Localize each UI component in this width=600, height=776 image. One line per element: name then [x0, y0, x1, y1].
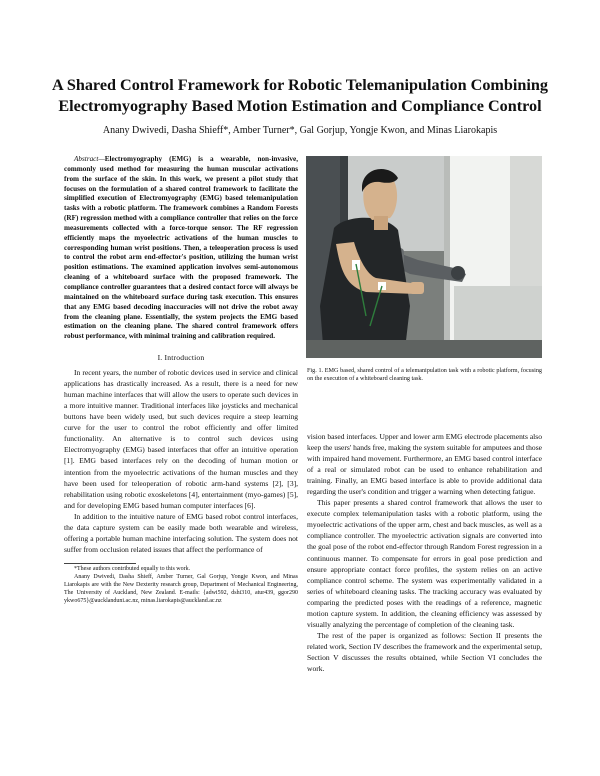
- figure-1-caption: Fig. 1. EMG based, shared control of a telemanipulation task with a robotic platform, focusing on the execution of a whiteboard cleaning task.: [307, 368, 542, 383]
- left-column: [64, 155, 298, 605]
- paper-title: [30, 75, 570, 117]
- right-paragraph-2: This paper presents a shared control framework that allows the user to execute complex telemanipulation tasks with a robotic platform, using the myoelectric activations of the upper arm, chest and back muscles, as well as a compliance controller. The myoelectric activation signals are converted into the goal pose of the robot end-effector through Random Forest regression in a continuous manner. To compensate for errors in goal pose prediction and ensure appropriate contact force profiles, the system relies on an active compliance control scheme. The system was experimentally validated in a series of whiteboard cleaning tasks. The tracking accuracy was evaluated by comparing the predicted poses with the readings of a reference, magnetic motion capture system. In addition, the cleaning efficiency was assessed by visually analyzing the percentage of completion of the cleaning task.: [307, 498, 543, 629]
- abstract: Abstract—Electromyography (EMG) is a wearable, non-invasive, commonly used method for measuring the human muscular activations from the surface of the skin. In this work, we present a pilot study that focuses on the formulation of a shared control framework to facilitate the simplified execution of Electromyography (EMG) based telemanipulation tasks with a robotic platform. The framework combines a Random Forests (RF) regression method with a compliance controller that relies on the force measurements collected with a force-torque sensor. The RF regression efficiently maps the myoelectric activations of the human muscles to corresponding human wrist positions. Then, a teleoperation process is used to control the robot arm end-effector's position, utilizing the human wrist position estimations. The examined application involves semi-autonomous cleaning of a whiteboard surface with the proposed framework. The compliance controller guarantees that a desired contact force will always be maintained on the whiteboard surface during task execution. This ensures that any EMG based decoding inaccuracies will not drive the robot away from the cleaning plane. Essentially, the system projects the EMG based estimation on the cleaning plane. The shared control framework offers robust performance, with minimal training and calibration required.: [64, 155, 298, 341]
- figure-1-photo: [306, 156, 542, 358]
- title-line-1: A Shared Control Framework for Robotic Telemanipulation Combining: [51, 76, 548, 94]
- right-paragraph-3: The rest of the paper is organized as follows: Section II presents the related work, Section IV describes the framework and the experimental setup, Section V discusses the results obtained, while Section VI concludes the work.: [307, 630, 542, 673]
- abstract-text: Electromyography (EMG) is a wearable, non-invasive, commonly used method for measuring the human muscular activations from the surface of the skin. In this work, we present a pilot study that focuses on the formulation of a shared control framework to facilitate the simplified execution of Electromyography (EMG) based telemanipulation tasks with a robotic platform. The framework combines a Random Forests (RF) regression method with a compliance controller that relies on the force measurements collected with a force-torque sensor. The RF regression efficiently maps the myoelectric activations of the human muscles to corresponding human wrist positions. Then, a teleoperation process is used to control the robot arm end-effector's position, utilizing the human wrist position estimations. The examined application involves semi-autonomous cleaning of a whiteboard surface with the proposed framework. The compliance controller guarantees that a desired contact force will always be maintained on the whiteboard surface during task execution. This ensures that any EMG based decoding inaccuracies will not drive the robot away from the cleaning plane. Essentially, the system projects the EMG based estimation on the cleaning plane. The shared control framework offers robust performance, with minimal training and calibration required.: [64, 155, 298, 341]
- section-heading-introduction: I. Introduction: [157, 353, 205, 363]
- lab-scene-illustration: [306, 156, 542, 358]
- right-paragraph-1: vision based interfaces. Upper and lower arm EMG electrode placements also keep the users' hands free, making the system suitable for amputees and those with impaired hand movement. Furthermore, an EMG based control interface of a real or simulated robot can be used to enhance rehabilitation and training. Finally, an EMG based interface is able to provide additional data regarding the user's condition and trigger a warning when detecting fatigue.: [307, 432, 542, 497]
- footnote-equal-contribution: *These authors contributed equally to this work.: [74, 565, 191, 572]
- footnote-divider: [64, 563, 136, 564]
- footnotes: [64, 566, 298, 606]
- right-column: [307, 431, 542, 674]
- intro-paragraph-1: In recent years, the number of robotic devices used in service and clinical applications has drastically increased. As a result, there is a need for new human machine interfaces that will allow the users to operate such devices in a more intuitive manner. Traditional interfaces like joysticks and mechanical buttons have been widely used, but such devices require a steep learning curve for the user to control the robot efficiently and offer limited functionality. An alternative is to control such devices using Electromyography (EMG) based interfaces that offer an intuitive operation [1]. EMG based interfaces rely on the decoding of human motion or intention from the myoelectric activations of the human muscles and they have been used for teleoperation of robotic arm-hand systems [2], [3], rehabilitation using robotic exoskeletons [4], entertainment (myo-games) [5], and for developing EMG based human computer interfaces [6].: [64, 368, 298, 510]
- footnote-affiliation: Anany Dwivedi, Dasha Shieff, Amber Turner, Gal Gorjup, Yongje Kwon, and Minas Liarokapis are with the New Dexterity research group, Department of Mechanical Engineering, The University of Auckland, New Zealand. E-mails: {adwi592, dshi310, atur439, ggor290 ykwo675}@aucklanduni.ac.nz, minas.liarokapis@auckland.ac.nz: [64, 573, 298, 604]
- abstract-label: Abstract: [74, 155, 99, 163]
- author-list: Anany Dwivedi, Dasha Shieff*, Amber Turner*, Gal Gorjup, Yongje Kwon, and Minas Liarokapis: [102, 125, 498, 136]
- intro-paragraph-2: In addition to the intuitive nature of EMG based robot control interfaces, the data capture system can be easily made both wearable and wireless, offering a portable human machine interfacing solution. The system does not suffer from occlusion related issues that affect the performance of: [64, 511, 298, 554]
- title-line-2: Electromyography Based Motion Estimation and Compliance Control: [58, 97, 542, 115]
